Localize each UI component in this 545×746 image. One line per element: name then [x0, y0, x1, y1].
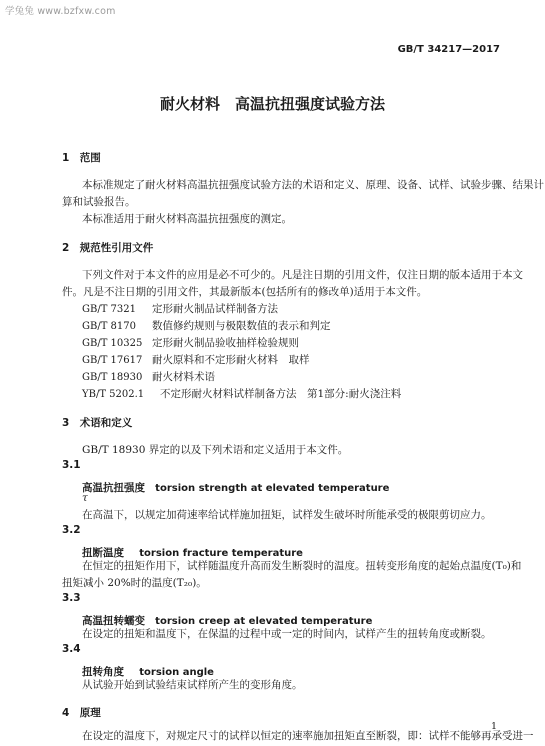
reference-title: 耐火材料术语	[152, 371, 215, 383]
term-english: torsion angle	[139, 667, 214, 678]
term-number: 3.1	[62, 459, 81, 471]
term-chinese: 高温扭转蠕变	[82, 615, 145, 627]
term-english: torsion creep at elevated temperature	[155, 616, 373, 627]
section-heading-principle: 4 原理	[62, 707, 101, 719]
principle-paragraph: 在设定的温度下，对规定尺寸的试样以恒定的速率施加扭矩直至断裂，即：试样不能够再承受进一	[82, 730, 534, 742]
reference-code: GB/T 17617	[82, 355, 143, 366]
term-number: 3.4	[62, 643, 81, 655]
reference-title: 不定形耐火材料试样制备方法 第1部分:耐火浇注料	[160, 388, 402, 400]
reference-title: 定形耐火制品试样制备方法	[152, 303, 278, 315]
term-definition: 从试验开始到试验结束试样所产生的变形角度。	[82, 679, 303, 691]
section-heading-refs: 2 规范性引用文件	[62, 242, 154, 254]
reference-item	[82, 352, 310, 367]
reference-code: GB/T 7321	[82, 304, 137, 315]
reference-title: 数值修约规则与极限数值的表示和判定	[152, 320, 331, 332]
reference-item	[82, 318, 331, 333]
scope-paragraph-1-line-1: 本标准规定了耐火材料高温抗扭强度试验方法的术语和定义、原理、设备、试样、试验步骤、结果计	[82, 179, 544, 191]
term-definition: 在高温下，以规定加荷速率给试样施加扭矩，试样发生破坏时所能承受的极限剪切应力。	[82, 509, 492, 521]
refs-intro-line-1: 下列文件对于本文件的应用是必不可少的。凡是注日期的引用文件，仅注日期的版本适用于本文	[82, 269, 523, 281]
reference-item	[82, 369, 215, 384]
term-english: torsion strength at elevated temperature	[155, 483, 390, 494]
term-definition-line-2: 扭矩减小 20%时的温度(T₂₀)。	[62, 577, 207, 589]
term-definition-line-1: 在恒定的扭矩作用下，试样随温度升高而发生断裂时的温度。扭转变形角度的起始点温度(T₀)和	[82, 560, 522, 572]
document-title: 耐火材料 高温抗扭强度试验方法	[159, 95, 385, 113]
reference-title: 定形耐火制品验收抽样检验规则	[152, 337, 299, 349]
reference-code: GB/T 8170	[82, 321, 137, 332]
term-number: 3.3	[62, 592, 81, 604]
term-number: 3.2	[62, 524, 81, 536]
terms-intro: GB/T 18930 界定的以及下列术语和定义适用于本文件。	[82, 444, 349, 456]
watermark: 学兔兔 www.bzfxw.com	[5, 6, 116, 17]
term-chinese: 扭转角度	[82, 666, 124, 678]
term-chinese: 高温抗扭强度	[82, 482, 145, 494]
refs-intro-line-2: 件。凡是不注日期的引用文件，其最新版本(包括所有的修改单)适用于本文件。	[62, 286, 428, 298]
term-symbol: τ	[82, 492, 88, 504]
term-english: torsion fracture temperature	[139, 548, 303, 559]
section-heading-terms: 3 术语和定义	[62, 417, 133, 429]
reference-item	[82, 301, 278, 316]
section-heading-scope: 1 范围	[62, 152, 101, 164]
reference-title: 耐火原料和不定形耐火材料 取样	[152, 354, 310, 366]
standard-code: GB/T 34217—2017	[397, 44, 500, 55]
reference-code: YB/T 5202.1	[82, 389, 145, 400]
reference-item	[82, 386, 401, 401]
page-number: 1	[490, 721, 497, 732]
term-heading	[82, 476, 389, 495]
term-definition: 在设定的扭矩和温度下，在保温的过程中或一定的时间内，试样产生的扭转角度或断裂。	[82, 628, 492, 640]
reference-item	[82, 335, 299, 350]
term-chinese: 扭断温度	[82, 547, 124, 559]
reference-code: GB/T 10325	[82, 338, 143, 349]
scope-paragraph-1-line-2: 算和试验报告。	[62, 196, 136, 208]
reference-code: GB/T 18930	[82, 372, 143, 383]
scope-paragraph-2: 本标准适用于耐火材料高温抗扭强度的测定。	[82, 213, 292, 225]
